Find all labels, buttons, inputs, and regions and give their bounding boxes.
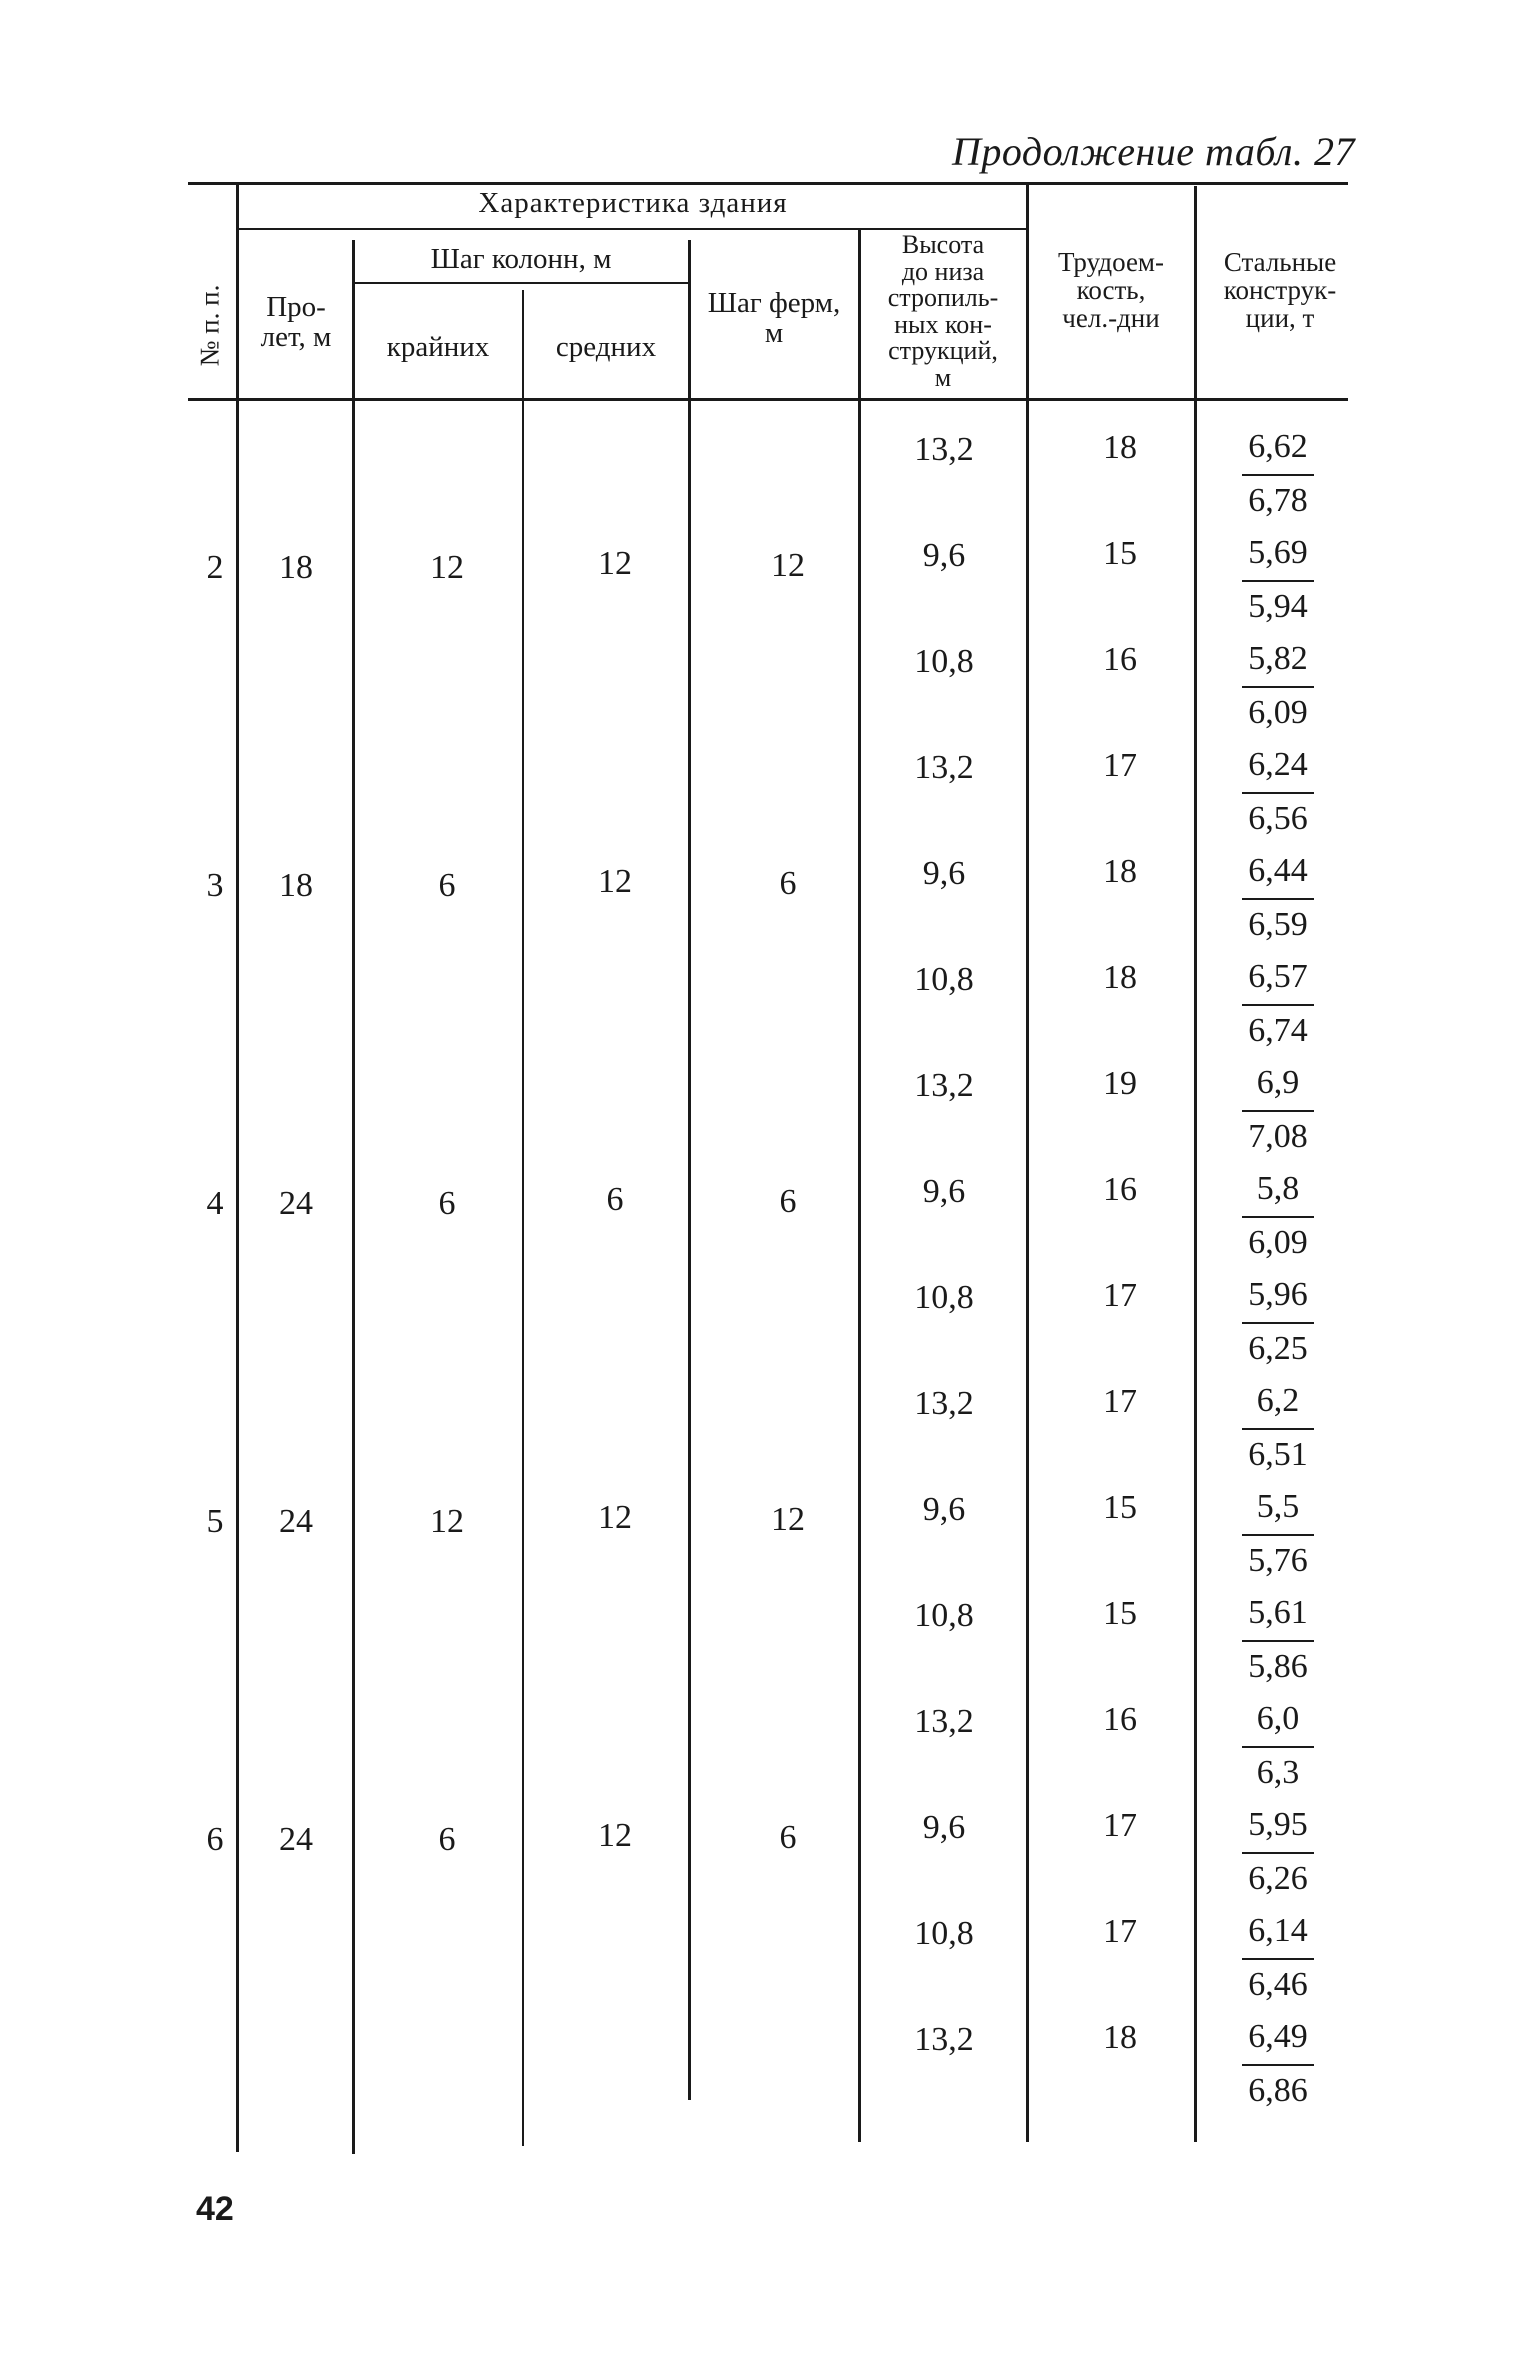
steel-top-value: 5,96 — [1248, 1276, 1308, 1313]
steel-top-value: 5,61 — [1248, 1594, 1308, 1631]
steel-top-value: 5,95 — [1248, 1806, 1308, 1843]
header-height-line3: стропиль- — [887, 283, 999, 312]
cell-labor: 17 — [1103, 1913, 1137, 1950]
steel-top-value: 6,62 — [1248, 428, 1308, 465]
fraction-bar — [1242, 1216, 1314, 1218]
cell-height: 9,6 — [922, 1491, 966, 1528]
steel-bottom-value: 6,25 — [1248, 1330, 1308, 1367]
header-middle: средних — [555, 331, 657, 363]
steel-top-value: 6,14 — [1248, 1912, 1308, 1949]
cell-steel-fraction — [1233, 852, 1323, 944]
cell-height: 10,8 — [914, 961, 974, 998]
fraction-bar — [1242, 686, 1314, 688]
cell-height: 10,8 — [914, 643, 974, 680]
steel-top-value: 5,8 — [1256, 1170, 1300, 1207]
header-truss-step-line1: Шаг ферм, — [707, 287, 841, 319]
cell-height: 9,6 — [922, 1173, 966, 1210]
cell-steel-fraction — [1233, 1806, 1323, 1898]
cell-height: 10,8 — [914, 1279, 974, 1316]
cell-span: 18 — [279, 549, 313, 586]
steel-bottom-value: 6,26 — [1248, 1860, 1308, 1897]
steel-top-value: 6,24 — [1248, 746, 1308, 783]
header-height-line2: до низа — [901, 256, 985, 286]
header-labor-line2: кость, — [1076, 275, 1146, 305]
steel-bottom-value: 7,08 — [1248, 1118, 1308, 1155]
fraction-bar — [1242, 1428, 1314, 1430]
header-span-line2: лет, м — [260, 321, 332, 353]
table-top-border — [188, 182, 1348, 185]
header-steel-line2: конструк- — [1223, 275, 1337, 305]
header-steel-line1: Стальные — [1223, 247, 1337, 277]
cell-middle-step: 12 — [598, 545, 632, 582]
cell-steel-fraction — [1233, 1382, 1323, 1474]
steel-top-value: 6,44 — [1248, 852, 1308, 889]
fraction-bar — [1242, 1958, 1314, 1960]
cell-labor: 17 — [1103, 1277, 1137, 1314]
cell-row-number: 4 — [206, 1185, 224, 1222]
cell-middle-step: 6 — [606, 1181, 624, 1218]
cell-height: 9,6 — [922, 855, 966, 892]
header-span-line1: Про- — [266, 291, 326, 323]
header-labor-line1: Трудоем- — [1057, 247, 1165, 277]
col-divider-middle — [688, 240, 691, 2100]
cell-span: 24 — [279, 1821, 313, 1858]
cell-height: 13,2 — [914, 1385, 974, 1422]
cell-labor: 17 — [1103, 1807, 1137, 1844]
cell-height: 10,8 — [914, 1915, 974, 1952]
header-steel — [1198, 248, 1362, 332]
steel-bottom-value: 6,09 — [1248, 694, 1308, 731]
cell-labor: 16 — [1103, 1701, 1137, 1738]
header-bottom-border — [188, 398, 1348, 401]
fraction-bar — [1242, 2064, 1314, 2066]
cell-span: 24 — [279, 1185, 313, 1222]
steel-bottom-value: 6,86 — [1248, 2072, 1308, 2109]
table-continuation-caption: Продолжение табл. 27 — [951, 129, 1355, 174]
cell-height: 13,2 — [914, 1067, 974, 1104]
cell-labor: 18 — [1103, 853, 1137, 890]
header-labor-line3: чел.-дни — [1062, 303, 1160, 333]
header-height-line4: ных кон- — [894, 309, 992, 339]
steel-bottom-value: 6,09 — [1248, 1224, 1308, 1261]
cell-height: 9,6 — [922, 537, 966, 574]
steel-top-value: 5,82 — [1248, 640, 1308, 677]
fraction-bar — [1242, 1640, 1314, 1642]
steel-bottom-value: 6,46 — [1248, 1966, 1308, 2003]
cell-steel-fraction — [1233, 958, 1323, 1050]
fraction-bar — [1242, 898, 1314, 900]
fraction-bar — [1242, 1110, 1314, 1112]
header-labor — [1028, 248, 1194, 332]
steel-bottom-value: 6,59 — [1248, 906, 1308, 943]
steel-bottom-value: 6,3 — [1256, 1754, 1300, 1791]
cell-labor: 15 — [1103, 535, 1137, 572]
cell-steel-fraction — [1233, 428, 1323, 520]
steel-top-value: 6,9 — [1256, 1064, 1300, 1101]
cell-labor: 17 — [1103, 1383, 1137, 1420]
cell-span: 18 — [279, 867, 313, 904]
steel-top-value: 6,57 — [1248, 958, 1308, 995]
fraction-bar — [1242, 792, 1314, 794]
cell-height: 13,2 — [914, 749, 974, 786]
page-number: 42 — [196, 2190, 234, 2228]
fraction-bar — [1242, 1746, 1314, 1748]
cell-span: 24 — [279, 1503, 313, 1540]
cell-row-number: 3 — [206, 867, 224, 904]
cell-labor: 16 — [1103, 1171, 1137, 1208]
steel-bottom-value: 5,86 — [1248, 1648, 1308, 1685]
cell-outer-step: 12 — [430, 549, 464, 586]
fraction-bar — [1242, 1322, 1314, 1324]
header-characteristic: Характеристика здания — [478, 187, 788, 219]
cell-height: 9,6 — [922, 1809, 966, 1846]
cell-steel-fraction — [1233, 1700, 1323, 1792]
cell-row-number: 2 — [206, 549, 224, 586]
fraction-bar — [1242, 1534, 1314, 1536]
cell-steel-fraction — [1233, 534, 1323, 626]
cell-truss-step: 6 — [779, 865, 797, 902]
header-span — [240, 292, 352, 352]
fraction-bar — [1242, 580, 1314, 582]
cell-labor: 15 — [1103, 1595, 1137, 1632]
steel-top-value: 6,49 — [1248, 2018, 1308, 2055]
cell-outer-step: 6 — [438, 1821, 456, 1858]
col-divider-labor — [1194, 186, 1197, 2142]
steel-top-value: 6,2 — [1256, 1382, 1300, 1419]
cell-outer-step: 6 — [438, 867, 456, 904]
steel-bottom-value: 6,51 — [1248, 1436, 1308, 1473]
cell-truss-step: 6 — [779, 1819, 797, 1856]
col-divider-outer — [522, 290, 524, 2146]
cell-labor: 17 — [1103, 747, 1137, 784]
col-divider-span — [352, 240, 355, 2154]
steel-bottom-value: 5,94 — [1248, 588, 1308, 625]
cell-steel-fraction — [1233, 640, 1323, 732]
steel-bottom-value: 6,78 — [1248, 482, 1308, 519]
fraction-bar — [1242, 1004, 1314, 1006]
header-height — [860, 232, 1026, 391]
cell-truss-step: 12 — [771, 547, 805, 584]
cell-height: 13,2 — [914, 2021, 974, 2058]
cell-outer-step: 12 — [430, 1503, 464, 1540]
header-steel-line3: ции, т — [1245, 303, 1315, 333]
steel-bottom-value: 5,76 — [1248, 1542, 1308, 1579]
cell-labor: 18 — [1103, 2019, 1137, 2056]
steel-top-value: 6,0 — [1256, 1700, 1300, 1737]
cell-middle-step: 12 — [598, 1499, 632, 1536]
header-column-step: Шаг колонн, м — [430, 243, 612, 275]
cell-outer-step: 6 — [438, 1185, 456, 1222]
cell-height: 13,2 — [914, 431, 974, 468]
cell-labor: 19 — [1103, 1065, 1137, 1102]
cell-labor: 16 — [1103, 641, 1137, 678]
cell-row-number: 5 — [206, 1503, 224, 1540]
steel-top-value: 5,5 — [1256, 1488, 1300, 1525]
col-divider-num — [236, 182, 239, 2152]
cell-labor: 18 — [1103, 959, 1137, 996]
steel-bottom-value: 6,56 — [1248, 800, 1308, 837]
header-num: № п. п. — [194, 284, 225, 367]
cell-steel-fraction — [1233, 746, 1323, 838]
cell-steel-fraction — [1233, 1488, 1323, 1580]
fraction-bar — [1242, 1852, 1314, 1854]
header-height-line1: Высота — [901, 230, 985, 259]
fraction-bar — [1242, 474, 1314, 476]
cell-steel-fraction — [1233, 1064, 1323, 1156]
steel-bottom-value: 6,74 — [1248, 1012, 1308, 1049]
header-truss-step-line2: м — [764, 317, 784, 349]
cell-middle-step: 12 — [598, 1817, 632, 1854]
header-truss-step — [690, 288, 858, 348]
cell-labor: 18 — [1103, 429, 1137, 466]
cell-steel-fraction — [1233, 1912, 1323, 2004]
cell-truss-step: 12 — [771, 1501, 805, 1538]
header-height-line5: струкций, — [888, 336, 998, 365]
header-outer: крайних — [386, 331, 490, 363]
cell-steel-fraction — [1233, 2018, 1323, 2110]
header-height-line6: м — [934, 362, 952, 392]
cell-labor: 15 — [1103, 1489, 1137, 1526]
col-divider-truss — [858, 228, 861, 2142]
column-step-underline — [352, 282, 688, 284]
steel-top-value: 5,69 — [1248, 534, 1308, 571]
col-divider-height — [1026, 182, 1029, 2142]
cell-height: 13,2 — [914, 1703, 974, 1740]
cell-row-number: 6 — [206, 1821, 224, 1858]
cell-truss-step: 6 — [779, 1183, 797, 1220]
cell-height: 10,8 — [914, 1597, 974, 1634]
cell-steel-fraction — [1233, 1276, 1323, 1368]
cell-steel-fraction — [1233, 1170, 1323, 1262]
cell-middle-step: 12 — [598, 863, 632, 900]
cell-steel-fraction — [1233, 1594, 1323, 1686]
